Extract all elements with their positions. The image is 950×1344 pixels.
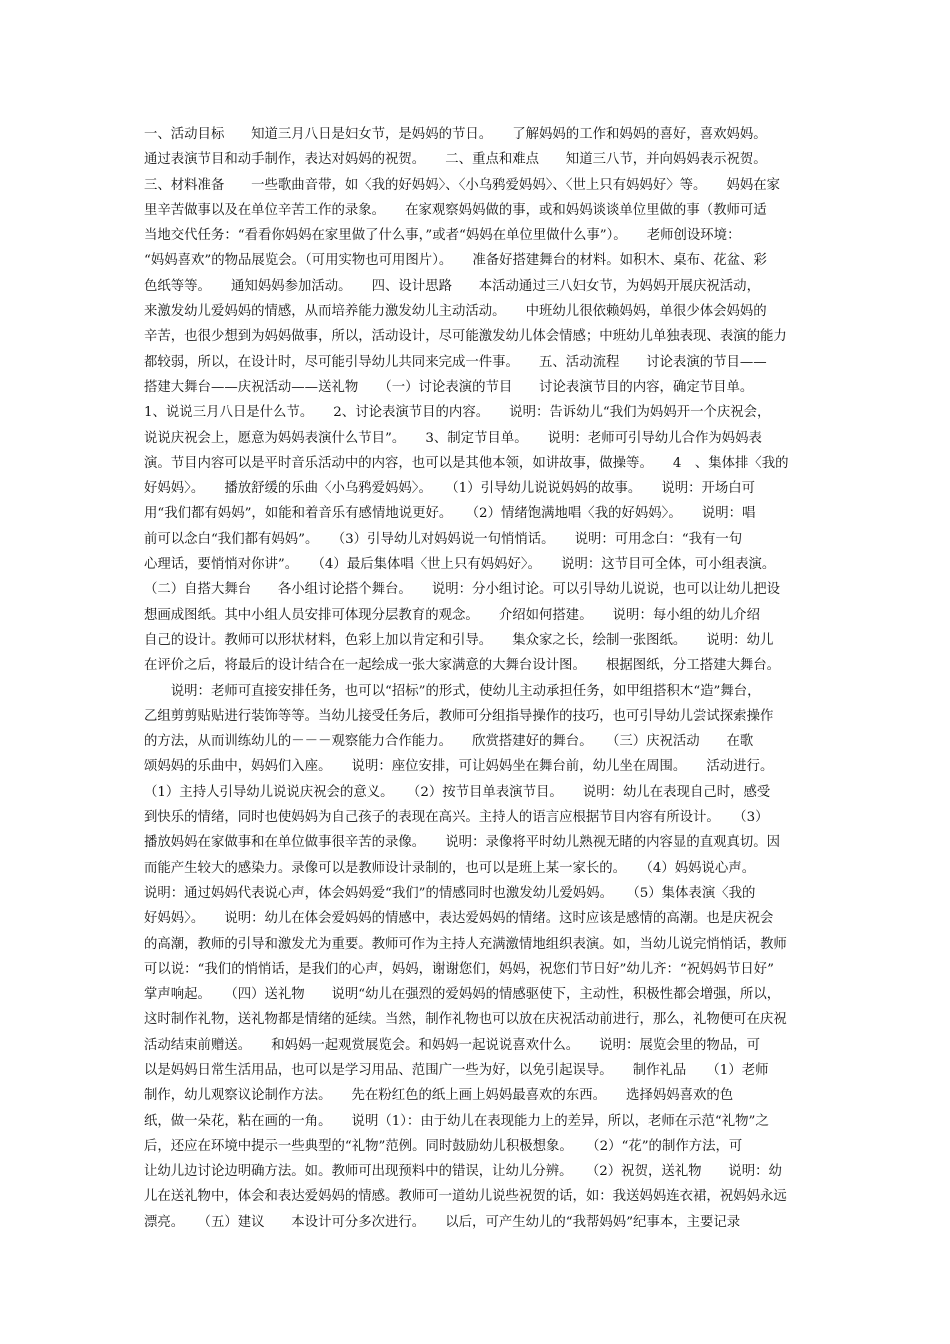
text-line: 的方法，从而训练幼儿的－－－观察能力合作能力。 欣赏搭建好的舞台。 （三）庆祝活动 在歌 — [144, 734, 754, 750]
text-line: 掌声响起。 （四）送礼物 说明“幼儿在强烈的爱妈妈的情感驱使下，主动性，积极性都会增强，所以， — [144, 987, 781, 1003]
text-line: 活动结束前赠送。 和妈妈一起观赏展览会。和妈妈一起说说喜欢什么。 说明：展览会里的物品，可 — [144, 1037, 760, 1053]
text-line: 后，还应在环境中提示一些典型的“礼物”范例。同时鼓励幼儿积极想象。 （2）“花”的制作方法，可 — [144, 1138, 743, 1154]
text-line: 在评价之后，将最后的设计结合在一起绘成一张大家满意的大舞台设计图。 根据图纸，分工搭建大舞台。 — [144, 658, 781, 674]
text-line: 颂妈妈的乐曲中，妈妈们入座。 说明：座位安排，可让妈妈坐在舞台前，幼儿坐在周围。 活动进行。 — [144, 759, 774, 775]
text-line: 通过表演节目和动手制作，表达对妈妈的祝贺。 二、重点和难点 知道三八节，并向妈妈表示祝贺。 — [144, 152, 767, 168]
text-line: 说明：通过妈妈代表说心声，体会妈妈爱“我们”的情感同时也激发幼儿爱妈妈。 （5）集体表演〈我的 — [144, 885, 756, 901]
text-line: “妈妈喜欢”的物品展览会。（可用实物也可用图片）。 准备好搭建舞台的材料。如积木、桌布、花盆、彩 — [144, 253, 767, 269]
text-line: 好妈妈〉。 说明：幼儿在体会爱妈妈的情感中，表达爱妈妈的情绪。这时应该是感情的高潮。也是庆祝会 — [144, 911, 774, 927]
text-line: 当地交代任务：“看看你妈妈在家里做了什么事，”或者“妈妈在单位里做什么事”）。 老师创设环境： — [144, 228, 741, 244]
text-line: 辛苦，也很少想到为妈妈做事，所以，活动设计，尽可能激发幼儿体会情感；中班幼儿单独表现、表演的能力 — [144, 329, 787, 345]
text-line: 可以说：“我们的悄悄话，是我们的心声，妈妈，谢谢您们，妈妈，祝您们节日好”幼儿齐：“祝妈妈节日好” — [144, 961, 774, 977]
text-line: 三、材料准备 一些歌曲音带，如〈我的好妈妈〉、〈小乌鸦爱妈妈〉、〈世上只有妈妈好〉等。 妈妈在家 — [144, 177, 781, 193]
text-line: 到快乐的情绪，同时也使妈妈为自己孩子的表现在高兴。主持人的语言应根据节目内容有所设计。 （3） — [144, 810, 769, 826]
text-line: 1、说说三月八日是什么节。 2、讨论表演节目的内容。 说明：告诉幼儿“我们为妈妈开一个庆祝会， — [144, 405, 771, 421]
text-line: 说明：老师可直接安排任务，也可以“招标”的形式，使幼儿主动承担任务，如甲组搭积木“造”舞台， — [144, 683, 761, 699]
text-line: 一、活动目标 知道三月八日是妇女节，是妈妈的节日。 了解妈妈的工作和妈妈的喜好，喜欢妈妈。 — [144, 127, 767, 142]
text-line: 让幼儿边讨论边明确方法。如。教师可出现预料中的错误，让幼儿分辨。 （2）祝贺，送礼物 说明：幼 — [144, 1164, 782, 1180]
text-line: 漂亮。 （五）建议 本设计可分多次进行。 以后，可产生幼儿的“我帮妈妈”纪事本，主要记录 — [144, 1214, 741, 1230]
text-line: 里辛苦做事以及在单位辛苦工作的录象。 在家观察妈妈做的事，或和妈妈谈谈单位里做的事（教师可适 — [144, 202, 767, 218]
text-line: 自己的设计。教师可以形状材料，色彩上加以肯定和引导。 集众家之长，绘制一张图纸。 说明：幼儿 — [144, 632, 774, 648]
text-line: 的高潮，教师的引导和激发尤为重要。教师可作为主持人充满激情地组织表演。如，当幼儿说完悄悄话，教师 — [144, 936, 787, 952]
text-line: （二）自搭大舞台 各小组讨论搭个舞台。 说明：分小组讨论。可以引导幼儿说说，也可以让幼儿把设 — [144, 582, 781, 598]
text-line: 以是妈妈日常生活用品，也可以是学习用品、范围广一些为好，以免引起误导。 制作礼品 （1）老师 — [144, 1062, 769, 1078]
text-line: 都较弱，所以，在设计时，尽可能引导幼儿共同来完成一件事。 五、活动流程 讨论表演的节目—— — [144, 354, 767, 370]
text-line: 说说庆祝会上，愿意为妈妈表演什么节目”。 3、制定节目单。 说明：老师可引导幼儿合作为妈妈表 — [144, 430, 762, 446]
text-line: 想画成图纸。其中小组人员安排可体现分层教育的观念。 介绍如何搭建。 说明：每小组的幼儿介绍 — [144, 607, 760, 623]
text-line: 好妈妈〉。 播放舒缓的乐曲〈小乌鸦爱妈妈〉。 （1）引导幼儿说说妈妈的故事。 说明：开场白可 — [144, 481, 756, 497]
text-line: 来激发幼儿爱妈妈的情感，从而培养能力激发幼儿主动活动。 中班幼儿很依赖妈妈，单很少体会妈妈的 — [144, 304, 767, 320]
text-line: 演。节目内容可以是平时音乐活动中的内容，也可以是其他本领，如讲故事，做操等。 4 、集体排〈我的 — [144, 455, 789, 471]
text-line: 播放妈妈在家做事和在单位做事很辛苦的录像。 说明：录像将平时幼儿熟视无睹的内容显的直观真切。因 — [144, 835, 781, 851]
text-line: 用“我们都有妈妈”，如能和着音乐有感情地说更好。 （2）情绪饱满地唱〈我的好妈妈〉。 说明：唱 — [144, 506, 756, 522]
text-line: 制作，幼儿观察议论制作方法。 先在粉红色的纸上画上妈妈最喜欢的东西。 选择妈妈喜欢的色 — [144, 1088, 734, 1104]
text-line: 纸，做一朵花，粘在画的一角。 说明（1）：由于幼儿在表现能力上的差异，所以，老师在示范“礼物”之 — [144, 1113, 769, 1129]
text-line: 色纸等等。 通知妈妈参加活动。 四、设计思路 本活动通过三八妇女节，为妈妈开展庆祝活动， — [144, 278, 760, 294]
text-line: 乙组剪剪贴贴进行装饰等等。当幼儿接受任务后，教师可分组指导操作的技巧，也可引导幼儿尝试探索操作 — [144, 708, 774, 724]
text-line: 儿在送礼物中，体会和表达爱妈妈的情感。教师可一道幼儿说些祝贺的话，如：我送妈妈连衣裙，祝妈妈永远 — [144, 1189, 787, 1205]
document-page — [144, 122, 810, 1235]
text-line: 这时制作礼物，送礼物都是情绪的延续。当然，制作礼物也可以放在庆祝活动前进行，那么，礼物便可在庆祝 — [144, 1012, 787, 1028]
text-line: （1）主持人引导幼儿说说庆祝会的意义。 （2）按节目单表演节目。 说明：幼儿在表现自己时，感受 — [144, 784, 771, 800]
text-line: 而能产生较大的感染力。录像可以是教师设计录制的，也可以是班上某一家长的。 （4）妈妈说心声。 — [144, 860, 756, 876]
text-line: 心理话，要悄悄对你讲”。 （4）最后集体唱〈世上只有妈妈好〉。 说明：这节目可全体，可小组表演。 — [144, 557, 776, 573]
text-line: 搭建大舞台——庆祝活动——送礼物 （一）讨论表演的节目 讨论表演节目的内容，确定节目单。 — [144, 379, 754, 395]
text-line: 前可以念白“我们都有妈妈”。 （3）引导幼儿对妈妈说一句悄悄话。 说明：可用念白：“我有一句 — [144, 531, 743, 547]
